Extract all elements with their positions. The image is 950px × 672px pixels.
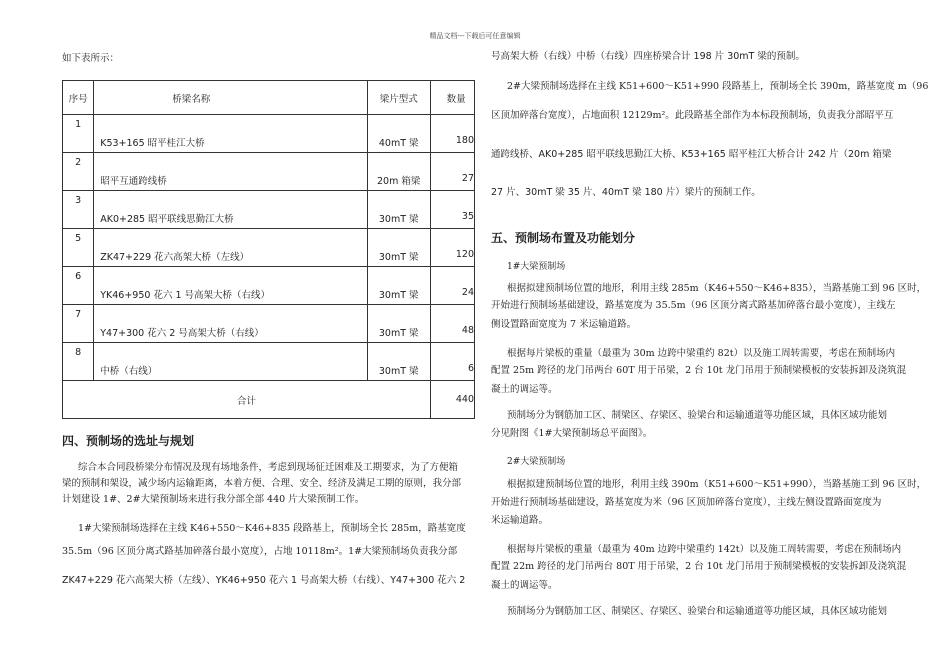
- table-row: [63, 115, 475, 153]
- section4-line: 计划建设 1#、2#大梁预制场来进行我分部全部 440 片大梁预制工作。: [62, 494, 365, 505]
- table-row: [63, 191, 475, 229]
- row-qty: 24: [461, 287, 474, 298]
- table-row: [63, 153, 475, 191]
- yard2-para1-line: 开始进行预制场基础建设，路基宽度为米（96 区顶加碎落台宽度），主线左侧设置路面宽度为: [491, 497, 882, 508]
- table-row: [63, 229, 475, 267]
- row-type: 30mT 梁: [378, 290, 419, 301]
- yard2-para2-line: 凝土的调运等。: [491, 580, 558, 591]
- row-no: 3: [75, 195, 82, 206]
- header-type: 梁片型式: [367, 81, 430, 115]
- row-name: K53+165 昭平桂江大桥: [100, 138, 205, 149]
- total-qty: 440: [430, 381, 474, 419]
- row-qty: 6: [467, 363, 474, 374]
- total-label: 合计: [63, 381, 431, 419]
- row-qty: 48: [461, 325, 474, 336]
- yard1-para1-line: 侧设置路面宽度为 7 米运输道路。: [491, 319, 637, 330]
- row-no: 8: [75, 347, 82, 358]
- yard2-para3-line: 预制场分为钢筋加工区、制梁区、存梁区、验梁台和运输通道等功能区域，具体区域功能划: [507, 606, 888, 617]
- yard2-para2-line: 根据每片梁板的重量（最重为 40m 边跨中梁重约 142t）以及施工周转需要，考虑在预制场内: [507, 544, 902, 555]
- row-name: ZK47+229 花六高架大桥（左线）: [100, 252, 250, 263]
- bridge-table: [62, 80, 475, 419]
- yard1-para2-line: 根据每片梁板的重量（最重为 30m 边跨中梁重约 82t）以及施工周转需要，考虑在预制场内: [507, 348, 896, 359]
- header-qty: 数量: [430, 81, 474, 115]
- row-name: 昭平互通跨线桥: [100, 176, 167, 187]
- yard1-line: 1#大梁预制场选择在主线 K46+550～K46+835 段路基上，预制场全长 285m，路基宽度: [78, 523, 466, 534]
- header-no: 序号: [63, 81, 94, 115]
- row-qty: 27: [461, 173, 474, 184]
- yard1-para3-line: 分见附图《1#大梁预制场总平面图》。: [491, 428, 653, 439]
- row-type: 40mT 梁: [378, 138, 419, 149]
- row-type: 20m 箱梁: [377, 176, 421, 187]
- row-no: 1: [75, 119, 82, 130]
- row-type: 30mT 梁: [378, 328, 419, 339]
- row-qty: 180: [455, 135, 474, 146]
- yard1-para3-line: 预制场分为钢筋加工区、制梁区、存梁区、验梁台和运输通道等功能区域，具体区域功能划: [507, 410, 888, 421]
- row-no: 6: [75, 271, 82, 282]
- yard1-line: ZK47+229 花六高架大桥（左线）、YK46+950 花六 1 号高架大桥（右线）、Y47+300 花六 2: [62, 575, 466, 586]
- yard2-para1-line: 根据拟建预制场位置的地形，利用主线 390m（K51+600～K51+990），当路基施工到 96 区时，: [507, 479, 927, 490]
- yard2-para2-line: 配置 22m 跨径的龙门吊两台 80T 用于吊梁，2 台 10t 龙门吊用于预制梁模板的安装拆卸及浇筑混: [491, 561, 907, 572]
- row-name: YK46+950 花六 1 号高架大桥（右线）: [100, 290, 271, 301]
- row-qty: 120: [455, 249, 474, 260]
- section4-line: 梁的预制和架设，减少场内运输距离，本着方便、合理、安全、经济及满足工期的原则，我分部: [62, 478, 462, 489]
- yard1-para1-line: 根据拟建预制场位置的地形，利用主线 285m（K46+550～K46+835），当路基施工到 96 区时，: [507, 283, 927, 294]
- yard1-para1-line: 开始进行预制场基础建设，路基宽度为 35.5m（96 区顶分离式路基加碎落台最小宽度），主线左: [491, 300, 896, 311]
- yard2-line: 通跨线桥、AK0+285 昭平联线思勤江大桥、K53+165 昭平桂江大桥合计 242 片（20m 箱梁: [491, 149, 892, 160]
- section4-title: 四、预制场的选址与规划: [62, 434, 195, 448]
- yard2-line: 2#大梁预制场选择在主线 K51+600～K51+990 段路基上，预制场全长 390m，路基宽度 m（96: [507, 81, 929, 92]
- table-header-row: [63, 81, 475, 115]
- row-no: 5: [75, 233, 82, 244]
- yard1-line: 35.5m（96 区顶分离式路基加碎落台最小宽度），占地 10118m²。1#大梁预制场负责我分部: [62, 546, 458, 557]
- row-type: 30mT 梁: [378, 366, 419, 377]
- row-name: 中桥（右线）: [100, 366, 158, 377]
- yard2-line: 27 片、30mT 梁 35 片、40mT 梁 180 片）梁片的预制工作。: [491, 187, 761, 198]
- yard2-subtitle: 2#大梁预制场: [507, 457, 566, 467]
- table-row: [63, 343, 475, 381]
- row-type: 30mT 梁: [378, 252, 419, 263]
- section5-title: 五、预制场布置及功能划分: [491, 231, 636, 245]
- table-row: [63, 267, 475, 305]
- row-qty: 35: [461, 211, 474, 222]
- header-name: 桥梁名称: [94, 81, 368, 115]
- row-type: 30mT 梁: [378, 214, 419, 225]
- yard2-para1-line: 米运输道路。: [491, 515, 549, 526]
- yard2-line: 区顶加碎落台宽度），占地面积 12129m²。此段路基全部作为本标段预制场，负责我分部昭平互: [491, 110, 894, 121]
- yard1-para2-line: 配置 25m 跨径的龙门吊两台 60T 用于吊梁，2 台 10t 龙门吊用于预制梁模板的安装拆卸及浇筑混: [491, 365, 907, 376]
- yard1-para2-line: 凝土的调运等。: [491, 384, 558, 395]
- intro-text: 如下表所示：: [62, 53, 120, 64]
- row-name: AK0+285 昭平联线思勤江大桥: [100, 214, 234, 225]
- row-no: 7: [75, 309, 82, 320]
- row-no: 2: [75, 157, 82, 168]
- page-header: 精品文档---下载后可任意编辑: [429, 32, 521, 40]
- row-name: Y47+300 花六 2 号高架大桥（右线）: [100, 328, 264, 339]
- right-top-line: 号高架大桥（右线）中桥（右线）四座桥梁合计 198 片 30mT 梁的预制。: [491, 51, 805, 62]
- section4-line: 综合本合同段桥梁分布情况及现有场地条件，考虑到现场征迁困难及工期要求，为了方便箱: [78, 462, 459, 473]
- table-row: [63, 305, 475, 343]
- table-total-row: [63, 381, 475, 419]
- yard1-subtitle: 1#大梁预制场: [507, 262, 566, 272]
